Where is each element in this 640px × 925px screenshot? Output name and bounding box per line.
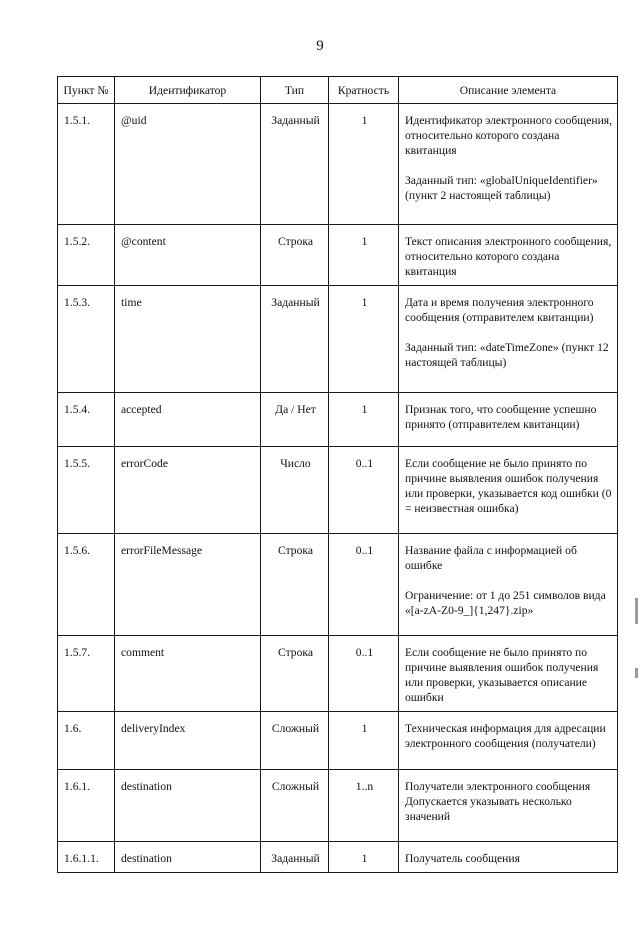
description-paragraph: Заданный тип: «globalUniqueIdentifier» (пункт 2 настоящей таблицы) bbox=[405, 174, 598, 202]
row-multiplicity: 1 bbox=[329, 225, 399, 286]
description-paragraph: Название файла с информацией об ошибке bbox=[405, 544, 577, 572]
row-type: Сложный bbox=[261, 770, 329, 842]
table-row bbox=[58, 636, 618, 712]
table-row bbox=[58, 225, 618, 286]
description-paragraph: Признак того, что сообщение успешно принято (отправителем квитанции) bbox=[405, 403, 597, 431]
row-description bbox=[399, 712, 618, 770]
row-identifier: errorFileMessage bbox=[115, 534, 261, 636]
row-number: 1.5.4. bbox=[58, 393, 115, 447]
row-description bbox=[399, 225, 618, 286]
description-paragraph: Ограничение: от 1 до 251 символов вида «[a-zA-Z0-9_]{1,247}.zip» bbox=[405, 589, 606, 617]
page-number: 9 bbox=[316, 38, 324, 54]
description-paragraph: Если сообщение не было принято по причине выявления ошибок получения или проверки, указывается код ошибки (0 = неизвестная ошибка) bbox=[405, 457, 612, 515]
row-type: Строка bbox=[261, 636, 329, 712]
table-body bbox=[58, 104, 618, 873]
scan-margin-mark bbox=[635, 668, 638, 678]
row-multiplicity: 0..1 bbox=[329, 636, 399, 712]
row-type: Заданный bbox=[261, 842, 329, 873]
header-item-number: Пункт № bbox=[58, 77, 115, 104]
row-number: 1.5.1. bbox=[58, 104, 115, 225]
description-paragraph: Текст описания электронного сообщения, относительно которого создана квитанция bbox=[405, 235, 612, 278]
row-description bbox=[399, 534, 618, 636]
row-number: 1.5.5. bbox=[58, 447, 115, 534]
table-row bbox=[58, 534, 618, 636]
header-description: Описание элемента bbox=[399, 77, 618, 104]
row-multiplicity: 1 bbox=[329, 393, 399, 447]
row-type: Заданный bbox=[261, 286, 329, 393]
row-type: Да / Нет bbox=[261, 393, 329, 447]
row-type: Строка bbox=[261, 534, 329, 636]
header-identifier: Идентификатор bbox=[115, 77, 261, 104]
row-type: Заданный bbox=[261, 104, 329, 225]
row-multiplicity: 1 bbox=[329, 712, 399, 770]
row-number: 1.5.2. bbox=[58, 225, 115, 286]
row-identifier: errorCode bbox=[115, 447, 261, 534]
header-type: Тип bbox=[261, 77, 329, 104]
description-paragraph: Заданный тип: «dateTimeZone» (пункт 12 настоящей таблицы) bbox=[405, 341, 609, 369]
table-row bbox=[58, 447, 618, 534]
row-identifier: @content bbox=[115, 225, 261, 286]
row-description bbox=[399, 636, 618, 712]
table-row bbox=[58, 770, 618, 842]
row-identifier: destination bbox=[115, 770, 261, 842]
description-paragraph: Получатель сообщения bbox=[405, 852, 520, 865]
row-number: 1.5.6. bbox=[58, 534, 115, 636]
row-multiplicity: 0..1 bbox=[329, 447, 399, 534]
description-paragraph: Техническая информация для адресации электронного сообщения (получатели) bbox=[405, 722, 606, 750]
table-header-row bbox=[58, 77, 618, 104]
spec-table bbox=[57, 76, 618, 873]
row-description bbox=[399, 842, 618, 873]
row-identifier: comment bbox=[115, 636, 261, 712]
description-paragraph: Получатели электронного сообщения bbox=[405, 780, 591, 793]
row-number: 1.5.7. bbox=[58, 636, 115, 712]
row-identifier: deliveryIndex bbox=[115, 712, 261, 770]
row-number: 1.6. bbox=[58, 712, 115, 770]
table-row bbox=[58, 712, 618, 770]
row-multiplicity: 1 bbox=[329, 842, 399, 873]
row-description bbox=[399, 447, 618, 534]
table-row bbox=[58, 842, 618, 873]
row-identifier: destination bbox=[115, 842, 261, 873]
row-identifier: accepted bbox=[115, 393, 261, 447]
scan-margin-mark bbox=[635, 598, 638, 624]
row-number: 1.6.1. bbox=[58, 770, 115, 842]
row-type: Сложный bbox=[261, 712, 329, 770]
row-multiplicity: 1..n bbox=[329, 770, 399, 842]
row-multiplicity: 1 bbox=[329, 104, 399, 225]
row-identifier: time bbox=[115, 286, 261, 393]
row-description bbox=[399, 286, 618, 393]
row-identifier: @uid bbox=[115, 104, 261, 225]
row-multiplicity: 1 bbox=[329, 286, 399, 393]
row-description bbox=[399, 770, 618, 842]
table-row bbox=[58, 393, 618, 447]
description-paragraph: Допускается указывать несколько значений bbox=[405, 795, 572, 823]
table-row bbox=[58, 286, 618, 393]
table-row bbox=[58, 104, 618, 225]
header-multiplicity: Кратность bbox=[329, 77, 399, 104]
row-type: Число bbox=[261, 447, 329, 534]
row-number: 1.6.1.1. bbox=[58, 842, 115, 873]
description-paragraph: Дата и время получения электронного сообщения (отправителем квитанции) bbox=[405, 296, 594, 324]
row-number: 1.5.3. bbox=[58, 286, 115, 393]
row-multiplicity: 0..1 bbox=[329, 534, 399, 636]
row-type: Строка bbox=[261, 225, 329, 286]
description-paragraph: Если сообщение не было принято по причине выявления ошибок получения или проверки, указывается описание ошибки bbox=[405, 646, 599, 704]
row-description bbox=[399, 104, 618, 225]
description-paragraph: Идентификатор электронного сообщения, относительно которого создана квитанция bbox=[405, 114, 613, 157]
row-description bbox=[399, 393, 618, 447]
